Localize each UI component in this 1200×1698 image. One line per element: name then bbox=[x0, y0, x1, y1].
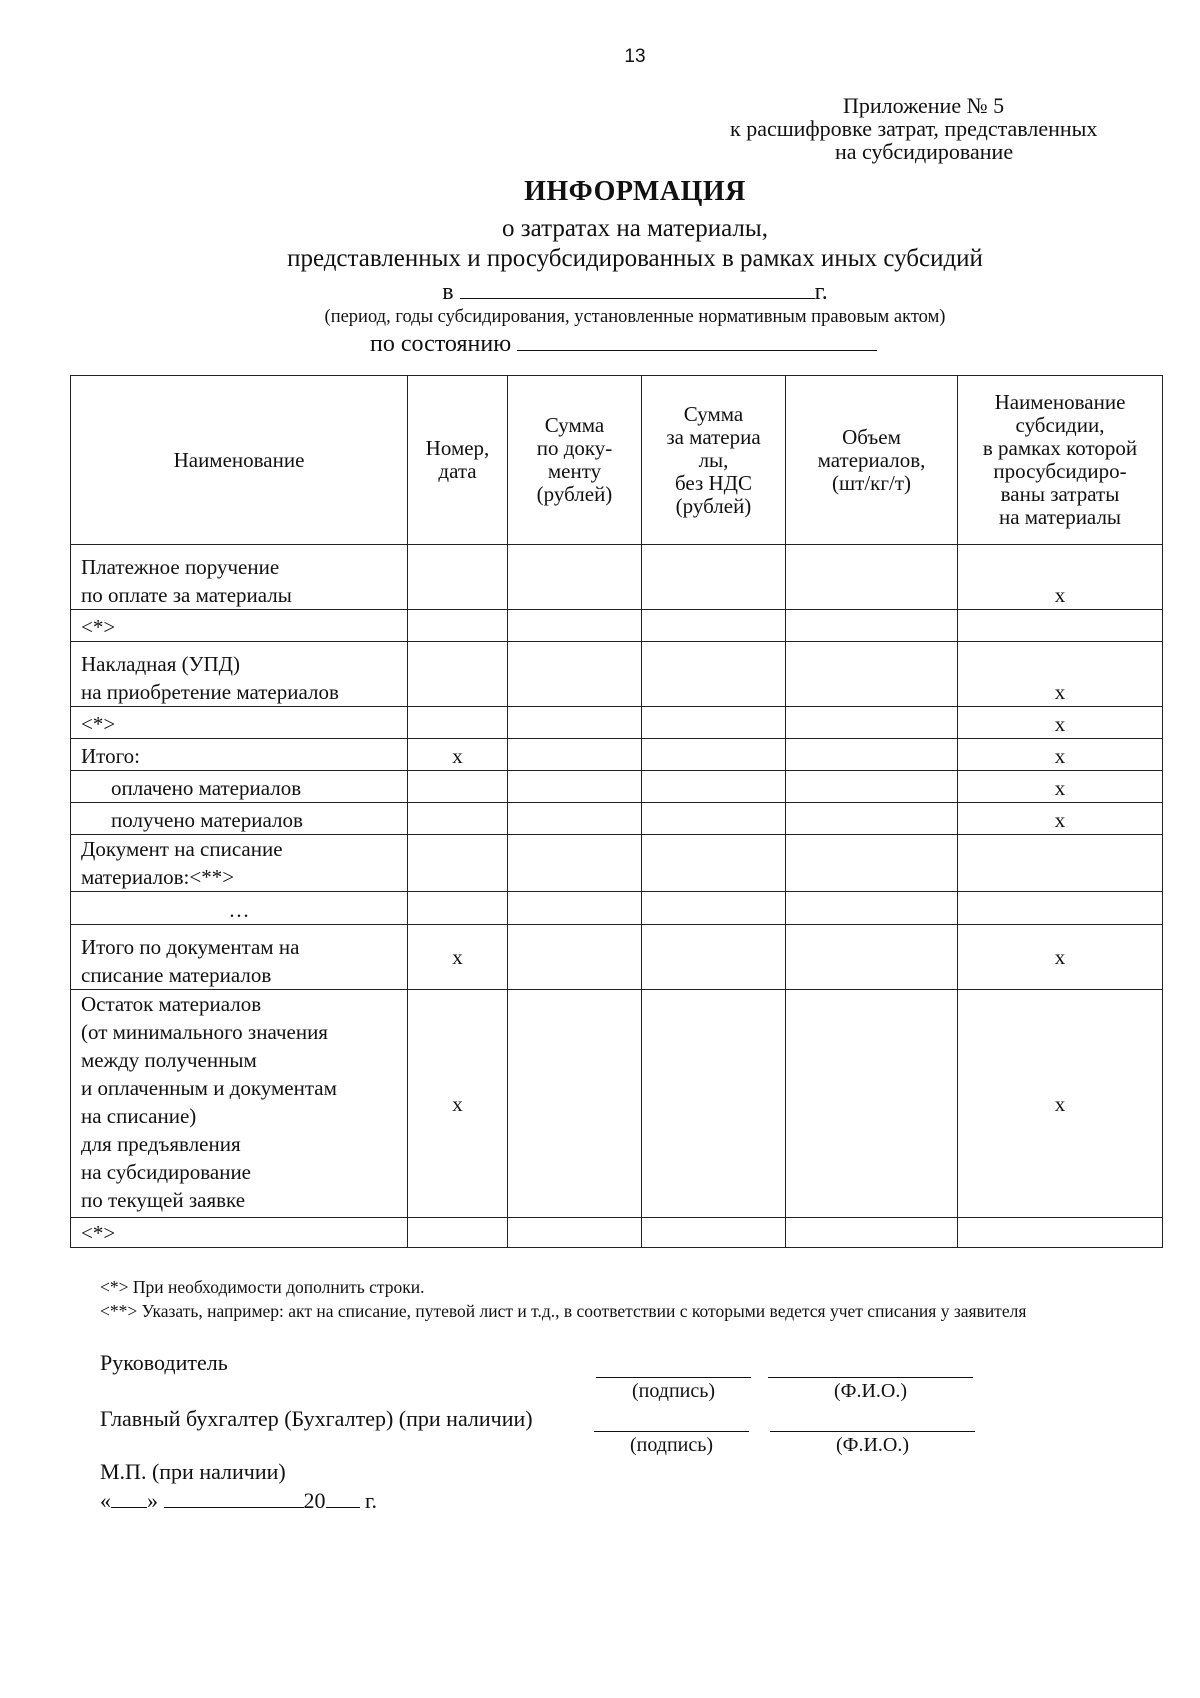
table-row bbox=[71, 545, 1163, 610]
row-name: <*> bbox=[71, 707, 408, 739]
table-row bbox=[71, 610, 1163, 642]
table-header-row bbox=[71, 376, 1163, 545]
row-number-date bbox=[408, 892, 508, 925]
table-row bbox=[71, 925, 1163, 990]
row-materials-sum bbox=[642, 892, 786, 925]
row-materials-sum bbox=[642, 610, 786, 642]
row-materials-sum bbox=[642, 803, 786, 835]
row-document-sum bbox=[508, 707, 642, 739]
row-volume bbox=[786, 545, 958, 610]
date-month-blank bbox=[164, 1487, 304, 1508]
date-suffix: г. bbox=[365, 1488, 378, 1513]
row-number-date bbox=[408, 610, 508, 642]
table-row bbox=[71, 803, 1163, 835]
head-label: Руководитель bbox=[100, 1350, 228, 1375]
accountant-signature-caption: (подпись) bbox=[629, 1434, 714, 1456]
row-number-date bbox=[408, 835, 508, 892]
row-number-date: x bbox=[408, 925, 508, 990]
row-volume bbox=[786, 771, 958, 803]
row-subsidy-name bbox=[958, 835, 1163, 892]
row-document-sum bbox=[508, 990, 642, 1218]
period-prefix: в bbox=[442, 279, 454, 305]
row-name: Платежное поручение по оплате за материалы bbox=[71, 545, 408, 610]
row-number-date bbox=[408, 707, 508, 739]
row-volume bbox=[786, 892, 958, 925]
date-quote-close: » bbox=[147, 1488, 158, 1513]
row-number-date bbox=[408, 771, 508, 803]
row-materials-sum bbox=[642, 707, 786, 739]
row-subsidy-name: x bbox=[958, 925, 1163, 990]
row-document-sum bbox=[508, 739, 642, 771]
row-document-sum bbox=[508, 1218, 642, 1248]
period-line bbox=[0, 278, 1200, 306]
row-subsidy-name bbox=[958, 610, 1163, 642]
head-name-line bbox=[768, 1377, 973, 1378]
header-materials-sum: Сумма за материа лы, без НДС (рублей) bbox=[642, 376, 786, 545]
row-document-sum bbox=[508, 610, 642, 642]
as-of-label: по состоянию bbox=[370, 331, 512, 357]
row-volume bbox=[786, 990, 958, 1218]
costs-table bbox=[70, 375, 1163, 1248]
period-caption: (период, годы субсидирования, установленные нормативным правовым актом) bbox=[324, 307, 946, 327]
row-volume bbox=[786, 610, 958, 642]
table-row bbox=[71, 707, 1163, 739]
chief-accountant-label: Главный бухгалтер (Бухгалтер) (при наличии) bbox=[100, 1406, 533, 1431]
row-materials-sum bbox=[642, 739, 786, 771]
row-materials-sum bbox=[642, 642, 786, 707]
row-name: Документ на списание материалов:<**> bbox=[71, 835, 408, 892]
row-name: Накладная (УПД) на приобретение материалов bbox=[71, 642, 408, 707]
row-volume bbox=[786, 1218, 958, 1248]
row-subsidy-name bbox=[958, 1218, 1163, 1248]
row-document-sum bbox=[508, 892, 642, 925]
row-subsidy-name: x bbox=[958, 803, 1163, 835]
row-materials-sum bbox=[642, 990, 786, 1218]
date-year-prefix: 20 bbox=[303, 1488, 326, 1513]
date-line bbox=[100, 1487, 377, 1514]
row-name: Итого: bbox=[71, 739, 408, 771]
date-quote-open: « bbox=[100, 1488, 111, 1513]
accountant-signature-line bbox=[594, 1431, 749, 1432]
document-title: ИНФОРМАЦИЯ bbox=[524, 176, 746, 207]
row-volume bbox=[786, 925, 958, 990]
row-volume bbox=[786, 835, 958, 892]
table-row bbox=[71, 739, 1163, 771]
period-suffix: г. bbox=[814, 279, 828, 305]
row-number-date bbox=[408, 803, 508, 835]
row-name: <*> bbox=[71, 610, 408, 642]
appendix-number: Приложение № 5 bbox=[843, 93, 1005, 118]
table-row bbox=[71, 771, 1163, 803]
row-name: Остаток материалов (от минимального значения между полученным и оплаченным и документам на списание) для предъявления на субсидирование по текущей заявке bbox=[71, 990, 408, 1218]
table-row bbox=[71, 892, 1163, 925]
row-subsidy-name: x bbox=[958, 707, 1163, 739]
row-volume bbox=[786, 803, 958, 835]
header-volume: Объем материалов, (шт/кг/т) bbox=[786, 376, 958, 545]
row-name: Итого по документам на списание материалов bbox=[71, 925, 408, 990]
row-document-sum bbox=[508, 545, 642, 610]
row-volume bbox=[786, 707, 958, 739]
period-blank bbox=[460, 278, 815, 299]
row-subsidy-name: x bbox=[958, 771, 1163, 803]
subtitle-line-2: представленных и просубсидированных в рамках иных субсидий bbox=[287, 245, 983, 272]
row-materials-sum bbox=[642, 545, 786, 610]
head-signature-caption: (подпись) bbox=[631, 1380, 716, 1402]
footnote-1: <*> При необходимости дополнить строки. bbox=[100, 1277, 425, 1297]
date-year-blank bbox=[326, 1487, 360, 1508]
table-row bbox=[71, 835, 1163, 892]
row-document-sum bbox=[508, 771, 642, 803]
as-of-blank bbox=[517, 330, 877, 351]
subtitle-line-1: о затратах на материалы, bbox=[502, 215, 768, 242]
row-volume bbox=[786, 739, 958, 771]
row-document-sum bbox=[508, 642, 642, 707]
row-number-date bbox=[408, 1218, 508, 1248]
row-number-date bbox=[408, 642, 508, 707]
header-subsidy-name: Наименование субсидии, в рамках которой просубсидиро- ваны затраты на материалы bbox=[958, 376, 1163, 545]
row-name: … bbox=[71, 892, 408, 925]
row-number-date bbox=[408, 545, 508, 610]
row-subsidy-name: x bbox=[958, 642, 1163, 707]
row-subsidy-name: x bbox=[958, 990, 1163, 1218]
header-document-sum: Сумма по доку- менту (рублей) bbox=[508, 376, 642, 545]
table-row bbox=[71, 1218, 1163, 1248]
row-subsidy-name: x bbox=[958, 739, 1163, 771]
appendix-line-3: на субсидирование bbox=[835, 139, 1014, 164]
row-name: получено материалов bbox=[71, 803, 408, 835]
row-number-date: x bbox=[408, 739, 508, 771]
stamp-label: М.П. (при наличии) bbox=[100, 1459, 286, 1484]
accountant-name-caption: (Ф.И.О.) bbox=[835, 1434, 909, 1456]
table-row bbox=[71, 642, 1163, 707]
row-name: оплачено материалов bbox=[71, 771, 408, 803]
row-materials-sum bbox=[642, 771, 786, 803]
accountant-name-line bbox=[770, 1431, 975, 1432]
row-document-sum bbox=[508, 803, 642, 835]
head-name-caption: (Ф.И.О.) bbox=[833, 1380, 907, 1402]
row-number-date: x bbox=[408, 990, 508, 1218]
row-subsidy-name: x bbox=[958, 545, 1163, 610]
page-number: 13 bbox=[624, 46, 646, 67]
header-number-date: Номер, дата bbox=[408, 376, 508, 545]
row-volume bbox=[786, 642, 958, 707]
row-document-sum bbox=[508, 835, 642, 892]
row-subsidy-name bbox=[958, 892, 1163, 925]
row-materials-sum bbox=[642, 925, 786, 990]
header-name: Наименование bbox=[71, 376, 408, 545]
row-materials-sum bbox=[642, 1218, 786, 1248]
as-of-line bbox=[370, 330, 877, 358]
row-name: <*> bbox=[71, 1218, 408, 1248]
date-day-blank bbox=[111, 1487, 147, 1508]
head-signature-line bbox=[596, 1377, 751, 1378]
row-materials-sum bbox=[642, 835, 786, 892]
table-row bbox=[71, 990, 1163, 1218]
footnote-2: <**> Указать, например: акт на списание, путевой лист и т.д., в соответствии с которыми ведется учет списания у заявителя bbox=[100, 1301, 1027, 1321]
appendix-line-2: к расшифровке затрат, представленных bbox=[730, 116, 1098, 141]
row-document-sum bbox=[508, 925, 642, 990]
